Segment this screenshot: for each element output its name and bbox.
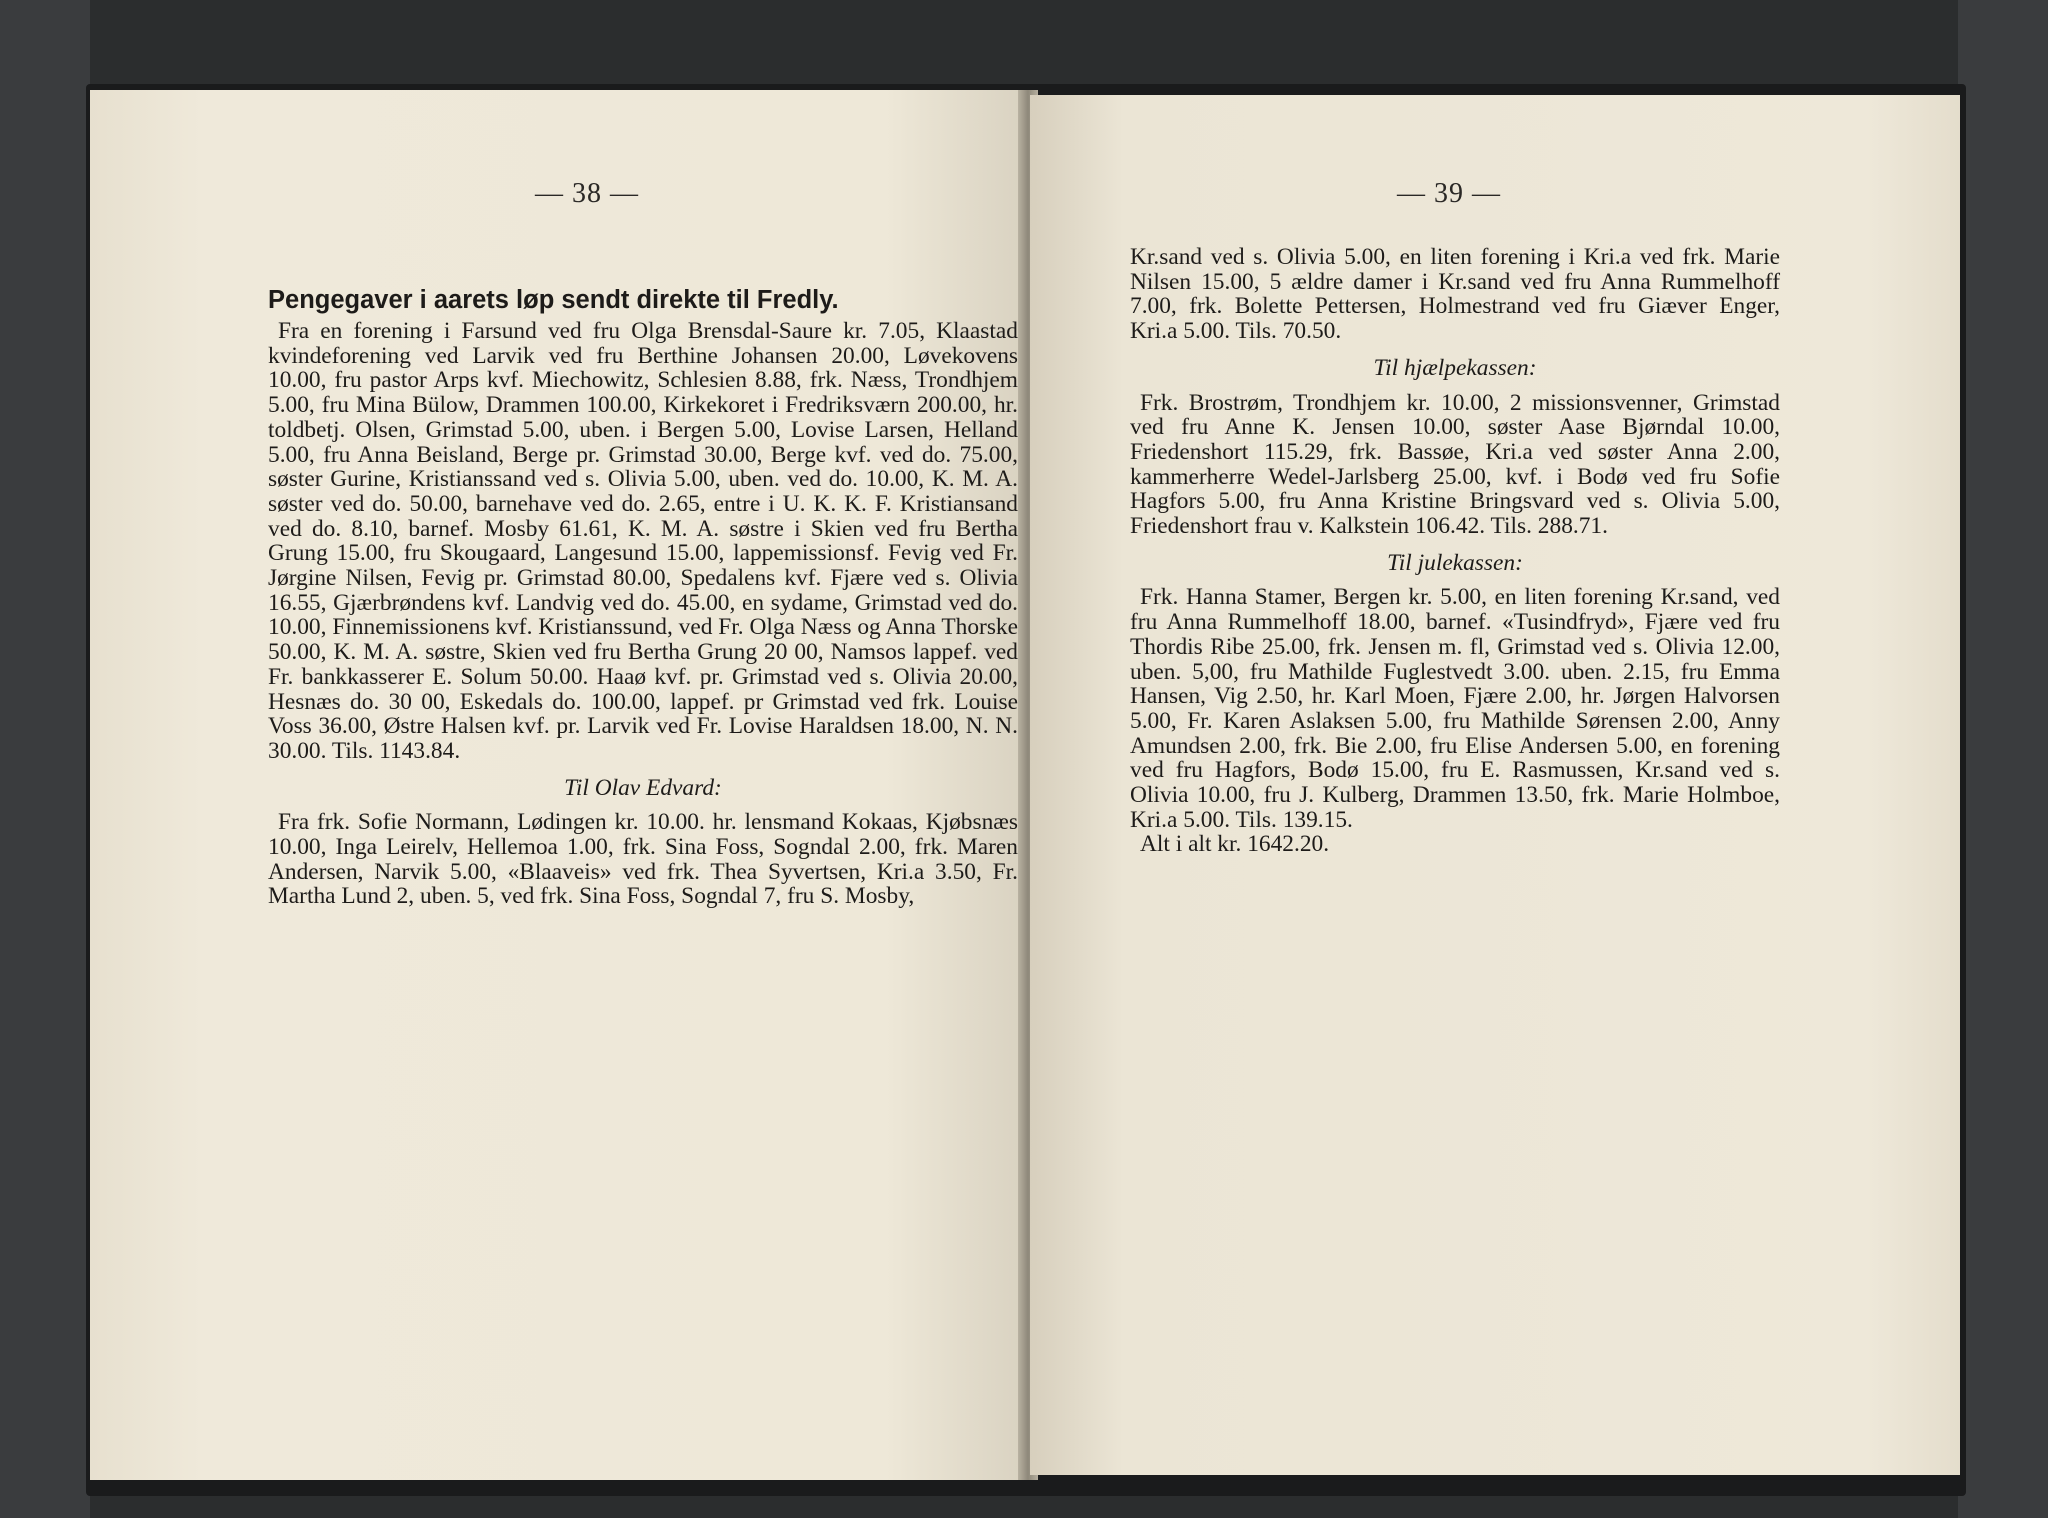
page-number-right: — 39 — [1397,178,1501,209]
continued-paragraph: Kr.sand ved s. Olivia 5.00, en liten forening i Kri.a ved frk. Marie Nilsen 15.00, 5 ældre damer i Kr.sand ved fru Anna Rummelhoff 7.00, frk. Bolette Pettersen, Holmestrand ved fru Giæver Enger, Kri.a 5.00. Tils. 70.50. [1130,244,1780,345]
hjelpekassen-paragraph: Frk. Brostrøm, Trondhjem kr. 10.00, 2 missionsvenner, Grimstad ved fru Anne K. Jensen 10.00, søster Aase Bjørndal 10.00, Friedenshort 115.29, frk. Bassøe, Kri.a ved søster Anna 2.00, kammerherre Wedel-Jarlsberg 25.00, kvf. i Bodø ved fru Sofie Hagfors 5.00, fru Anna Kristine Bringsvard ved s. Olivia 5.00, Friedenshort frau v. Kalkstein 106.42. Tils. 288.71. [1130,389,1780,540]
julekassen-paragraph: Frk. Hanna Stamer, Bergen kr. 5.00, en liten forening Kr.sand, ved fru Anna Rummelhoff 18.00, barnef. «Tusindfryd», Fjære ved fru Thordis Ribe 25.00, frk. Jensen m. fl, Grimstad ved s. Olivia 12.00, uben. 5,00, fru Mathilde Fuglestvedt 3.00. uben. 2.15, fru Emma Hansen, Vig 2.50, hr. Karl Moen, Fjære 2.00, hr. Jørgen Halvorsen 5.00, Fr. Karen Aslaksen 5.00, fru Mathilde Sørensen 2.00, Anny Amundsen 2.00, frk. Bie 2.00, fru Elise Andersen 5.00, en forening ved fru Hagfors, Bodø 15.00, fru E. Rasmussen, Kr.sand ved s. Olivia 10.00, fru J. Kulberg, Drammen 13.50, frk. Marie Holmboe, Kri.a 5.00. Tils. 139.15. [1130,584,1780,833]
left-page [90,90,1025,1480]
backdrop-left [0,0,90,1518]
donations-list-paragraph: Fra en forening i Farsund ved fru Olga Brensdal-Saure kr. 7.05, Klaastad kvindeforening ved Larvik ved fru Berthine Johansen 20.00, Løvekovens 10.00, fru pastor Arps kvf. Miechowitz, Schlesien 8.88, frk. Næss, Trondhjem 5.00, fru Mina Bülow, Drammen 100.00, Kirkekoret i Fredriksværn 200.00, hr. toldbetj. Olsen, Grimstad 5.00, uben. i Bergen 5.00, Lovise Larsen, Helland 5.00, fru Anna Beisland, Berge pr. Grimstad 30.00, Berge kvf. ved do. 75.00, søster Gurine, Kristianssand ved s. Olivia 5.00, uben. ved do. 10.00, K. M. A. søster ved do. 50.00, barnehave ved do. 2.65, entre i U. K. K. F. Kristiansand ved do. 8.10, barnef. Mosby 61.61, K. M. A. søstre i Skien ved fru Bertha Grung 15.00, fru Skougaard, Langesund 15.00, lappemissionsf. Fevig ved Fr. Jørgine Nilsen, Fevig pr. Grimstad 80.00, Spedalens kvf. Fjære ved s. Olivia 16.55, Gjærbrøndens kvf. Landvig ved do. 45.00, en sydame, Grimstad ved do. 10.00, Finnemissionens kvf. Kristianssund, ved Fr. Olga Næss og Anna Thorske 50.00, K. M. A. søstre, Skien ved fru Bertha Grung 20 00, Namsos lappef. ved Fr. bankkasserer E. Solum 50.00. Haaø kvf. pr. Grimstad ved s. Olivia 20.00, Hesnæs do. 30 00, Eskedals do. 100.00, lappef. pr Grimstad ved frk. Louise Voss 36.00, Østre Halsen kvf. pr. Larvik ved Fr. Lovise Haraldsen 18.00, N. N. 30.00. Tils. 1143.84. [268,318,1019,764]
grand-total: Alt i alt kr. 1642.20. [1140,831,1330,858]
page-number-left: — 38 — [535,178,639,209]
left-column [268,285,1018,909]
right-page [1030,95,1960,1475]
subheading-olav-edvard: Til Olav Edvard: [564,774,722,801]
subheading-hjelpekassen: Til hjælpekassen: [1373,354,1537,381]
backdrop-right [1958,0,2048,1518]
right-column [1130,245,1780,857]
olav-edvard-paragraph: Fra frk. Sofie Normann, Lødingen kr. 10.00. hr. lensmand Kokaas, Kjøbsnæs 10.00, Inga Leirelv, Hellemoa 1.00, frk. Sina Foss, Sogndal 2.00, frk. Maren Andersen, Narvik 5.00, «Blaaveis» ved frk. Thea Syvertsen, Kri.a 3.50, Fr. Martha Lund 2, uben. 5, ved frk. Sina Foss, Sogndal 7, fru S. Mosby, [268,809,1018,910]
subheading-julekassen: Til julekassen: [1387,549,1523,576]
donations-heading: Pengegaver i aarets løp sendt direkte til Fredly. [268,286,839,314]
